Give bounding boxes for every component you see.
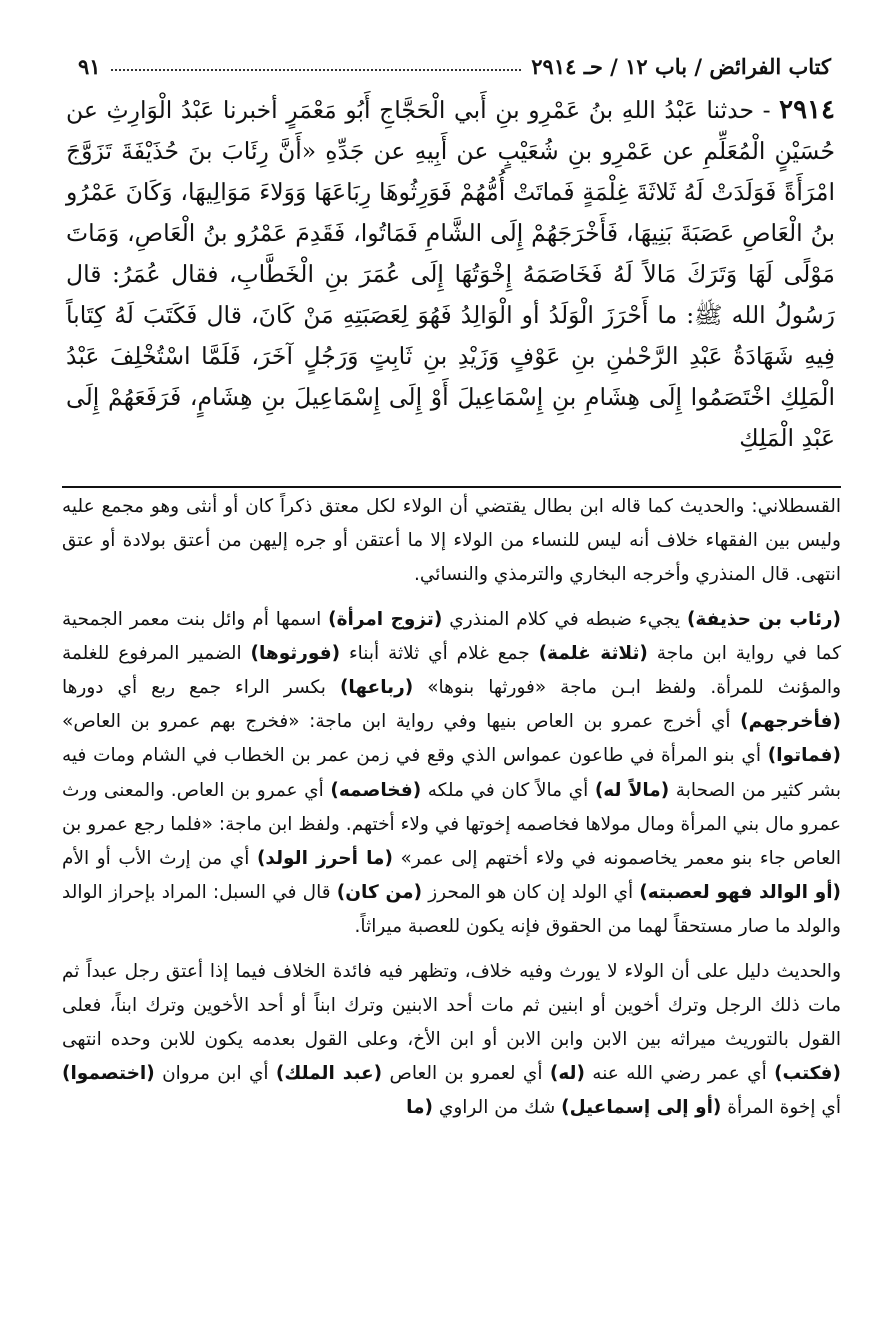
commentary-text: أي من إرث الأب أو الأم: [62, 848, 257, 870]
commentary-text: أي عمرو بن العاص. والمعنى ورث عمرو مال بني المرأة ومال مولاها فخاصمه إخوتها في ولاء أختهم. ولفظ ابن ماجة: «فلما رجع عمرو بن العاص جاء بنو معمر يخاصمونه في ولاء أختهم إلى عمر»: [62, 779, 841, 870]
hadith-dash: -: [754, 96, 780, 124]
commentary-text: الضمير المرفوع للغلمة والمؤنث للمرأة. ولفظ ابـن ماجة «فورثها بنوها»: [62, 642, 842, 699]
commentary-lemma: (فأخرجهم): [740, 711, 841, 733]
commentary-lemma: (عبد الملك): [275, 1063, 383, 1085]
commentary-block: [62, 490, 841, 1126]
running-title: كتاب الفرائض / باب ١٢ / حـ ٢٩١٤: [531, 53, 831, 79]
leader-dots: [111, 57, 522, 71]
commentary-text: أي ابن مروان: [154, 1063, 276, 1085]
commentary-lemma: (له): [549, 1063, 585, 1085]
commentary-lemma: (فورثوها): [250, 642, 341, 664]
commentary-lemma: (ثلاثة غلمة): [538, 642, 648, 664]
hadith-body: حدثنا عَبْدُ اللهِ بنُ عَمْرِو بنِ أَبي الْحَجَّاجِ أَبُو مَعْمَرٍ أخبرنا عَبْدُ الْوَارِثِ عن حُسَيْنٍ الْمُعَلِّمِ عن عَمْرِو بنِ شُعَيْبٍ عن أَبِيهِ عن جَدِّهِ «أَنَّ رِئَابَ بنَ حُذَيْفَةَ تَزَوَّجَ امْرَأَةً فَوَلَدَتْ لَهُ ثَلاثَةَ غِلْمَةٍ فَماتَتْ أُمُّهُمْ فَوَرِثُوهَا رِبَاعَهَا وَوَلاءَ مَوَالِيهَا، وَكَانَ عَمْرُو بنُ الْعَاصِ عَصَبَةَ بَنِيهَا، فَأَخْرَجَهُمْ إِلَى الشَّامِ فَمَاتُوا، فَقَدِمَ عَمْرُو بنُ الْعَاصِ، وَمَاتَ مَوْلًى لَهَا وَتَرَكَ مَالاً لَهُ فَخَاصَمَهُ إِخْوَتُهَا إِلَى عُمَرَ بنِ الْخَطَّابِ، فقال عُمَرُ: قال رَسُولُ الله ﷺ: ما أَحْرَزَ الْوَلَدُ أو الْوَالِدُ فَهُوَ لِعَصَبَتِهِ مَنْ كَانَ، قال فَكَتَبَ لَهُ كِتَاباً فِيهِ شَهَادَةُ عَبْدِ الرَّحْمٰنِ بنِ عَوْفٍ وَزَيْدِ بنِ ثَابِتٍ وَرَجُلٍ آخَرَ، فَلَمَّا اسْتُخْلِفَ عَبْدُ الْمَلِكِ اخْتَصَمُوا إِلَى هِشَامِ بنِ إِسْمَاعِيلَ أَوْ إِلَى إِسْمَاعِيلَ بنِ هِشَامٍ، فَرَفَعَهُمْ إِلَى عَبْدِ الْمَلِكِ: [66, 96, 835, 452]
commentary-text: أي مالاً كان في ملكه: [421, 779, 595, 801]
commentary-lemma: (اختصموا): [62, 1063, 155, 1085]
commentary-text: يجيء ضبطه في كلام المنذري: [442, 608, 687, 630]
commentary-text: بكسر الراء جمع ربع أي دورها: [62, 677, 340, 699]
commentary-text: جمع غلام أي ثلاثة أبناء: [340, 642, 539, 664]
commentary-text: أي بنو المرأة في طاعون عمواس الذي وقع في زمن عمر بن الخطاب في الشام ومات فيه بشر كثير من الصحابة: [62, 745, 841, 801]
commentary-text: قال في السبل: المراد بإحراز الوالد والولد ما صار مستحقاً لهما من الحقوق فإنه يكون للعصبة ميراثاً.: [62, 882, 841, 938]
commentary-text: أي إخوة المرأة: [721, 1097, 841, 1119]
footnote-divider: [62, 486, 841, 488]
commentary-lemma: (تزوج امرأة): [328, 608, 443, 630]
commentary-paragraph-3: [62, 955, 841, 1126]
commentary-text: شك من الراوي: [433, 1097, 562, 1119]
commentary-text: أي لعمرو بن العاص: [382, 1063, 550, 1085]
commentary-lemma: (فماتوا): [767, 745, 841, 767]
commentary-lemma: (رباعها): [339, 677, 414, 699]
commentary-lemma: (ما: [406, 1097, 433, 1119]
page-header: [78, 46, 831, 86]
commentary-lemma: (مالاً له): [594, 779, 670, 801]
commentary-paragraph-2: [62, 603, 841, 945]
commentary-lemma: (أو إلى إسماعيل): [561, 1097, 722, 1119]
commentary-text: أي عمر رضي الله عنه: [584, 1063, 775, 1085]
commentary-text: أي الولد إن كان هو المحرز: [422, 882, 640, 904]
commentary-lemma: (من كان): [336, 882, 423, 904]
commentary-paragraph-1: القسطلاني: والحديث كما قاله ابن بطال يقتضي أن الولاء لكل معتق ذكراً كان أو أنثى وهو مجمع عليه وليس بين الفقهاء خلاف أنه ليس للنساء من الولاء إلا ما أعتقن أو جره إليهن من أعتق بولادة أو عتق انتهى. قال المنذري وأخرجه البخاري والترمذي والنسائي.: [62, 496, 841, 586]
page-number: ٩١: [78, 53, 101, 79]
commentary-lemma: (ما أحرز الولد): [256, 848, 393, 870]
commentary-lemma: (رئاب بن حذيفة): [686, 608, 841, 630]
hadith-text-block: [66, 90, 835, 459]
commentary-text: اسمها أم وائل بنت معمر الجمحية كما في رواية ابن ماجة: [62, 608, 842, 664]
commentary-lemma: (أو الوالد فهو لعصبته): [639, 882, 842, 904]
commentary-text: والحديث دليل على أن الولاء لا يورث وفيه خلاف، وتظهر فيه فائدة الخلاف فيما إذا أعتق رجل عبداً ثم مات ذلك الرجل وترك أخوين أو ابنين ثم مات أحد الابنين وترك ابناً أو أحد الأخوين وترك ابناً، فعلى القول بالتوريث ميراثه بين الابن وابن الابن أو ابن الأخ، وعلى القول بعدمه يكون للابن وحده انتهى: [62, 960, 841, 1051]
commentary-lemma: (فكتب): [774, 1063, 841, 1085]
commentary-lemma: (فخاصمه): [330, 779, 422, 801]
commentary-text: أي أخرج عمرو بن العاص بنيها وفي رواية ابن ماجة: «فخرج بهم عمرو بن العاص»: [62, 711, 741, 733]
hadith-number: ٢٩١٤: [779, 95, 835, 125]
